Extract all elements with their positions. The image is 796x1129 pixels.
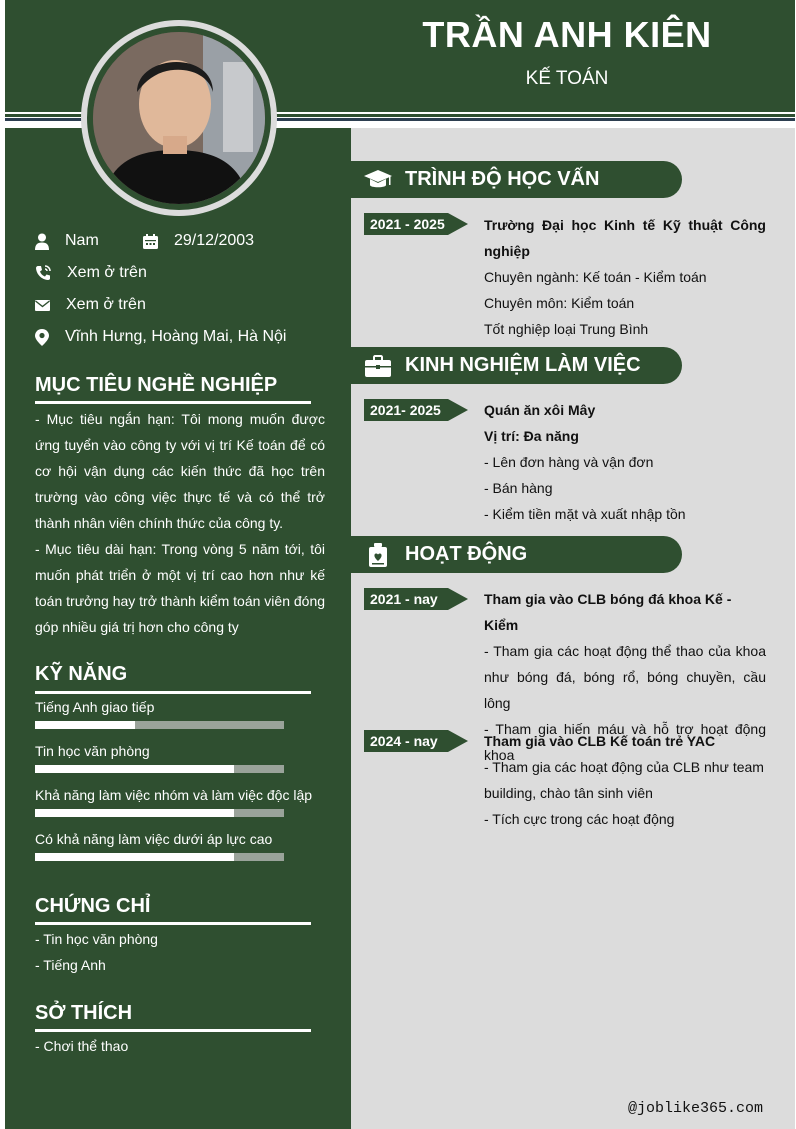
activity-line: - Tích cực trong các hoạt động [484,811,675,827]
skills-title: KỸ NĂNG [35,663,128,685]
skill-item [35,743,325,759]
address-value: Vĩnh Hưng, Hoàng Mai, Hà Nội [65,328,287,345]
badge-icon [369,543,387,567]
job-title: KẾ TOÁN [525,68,609,89]
certificate-item: - Tiếng Anh [35,957,106,973]
experience-date: 2021- 2025 [364,399,448,421]
person-icon [35,233,49,250]
experience-entry [484,397,766,527]
activity-line: - Tham gia các hoạt động thể thao của khoa như bóng đá, bóng rổ, bóng chuyền, cầu lông [484,643,766,711]
watermark: @joblike365.com [627,1100,763,1117]
objective-long-term: - Mục tiêu dài hạn: Trong vòng 5 năm tới, tôi muốn phát triển ở một vị trí cao hơn như kế toán trưởng hay trở thành kiểm toán viên đóng góp nhiều giá trị hơn cho công ty [35,541,326,635]
skills-rule [35,691,311,694]
hobby-item: - Chơi thể thao [35,1038,129,1054]
candidate-name: TRẦN ANH KIÊN [422,14,712,55]
hobbies-title: SỞ THÍCH [35,1002,133,1024]
calendar-icon [143,234,158,249]
skill-item [35,699,325,715]
activities-header [351,536,682,573]
skill-bar-fill [35,721,135,729]
education-line: Tốt nghiệp loại Trung Bình [484,321,649,337]
avatar-frame [87,26,271,210]
objective-rule [35,401,311,404]
activity-date: 2024 - nay [364,730,448,752]
activity-line: - Tham gia hiến máu và hỗ trợ hoạt động khoa [484,721,766,763]
skill-bar-fill [35,853,234,861]
education-entry [484,212,766,342]
activity-entry [484,728,766,832]
experience-title: KINH NGHIỆM LÀM VIỆC [405,354,641,376]
email-icon [35,299,50,312]
activity-date-tag [364,730,468,752]
skill-name: Tin học văn phòng [35,743,150,759]
school-name: Trường Đại học Kinh tế Kỹ thuật Công nghiệp [484,217,766,259]
avatar-photo [93,32,265,204]
skill-name: Có khả năng làm việc dưới áp lực cao [35,831,273,847]
education-line: Chuyên môn: Kiểm toán [484,295,635,311]
address-row [35,328,286,346]
cv-page [5,0,795,1129]
sidebar [5,128,351,1129]
phone-value: Xem ở trên [67,264,147,281]
activity-date-tag [364,588,468,610]
briefcase-icon [365,355,391,377]
avatar [81,20,277,216]
gender-row [35,232,99,250]
position: Vị trí: Đa năng [484,428,579,444]
activity-org: Tham gia vào CLB bóng đá khoa Kế - Kiểm [484,591,732,633]
objective-title: MỤC TIÊU NGHỀ NGHIỆP [35,374,278,396]
graduation-cap-icon [364,169,392,191]
skill-bar-fill [35,809,234,817]
hobbies-rule [35,1029,311,1032]
main-content [351,128,795,1129]
email-row [35,296,146,314]
company-name: Quán ăn xôi Mây [484,402,596,418]
skill-name: Tiếng Anh giao tiếp [35,699,155,715]
experience-line: - Bán hàng [484,480,553,496]
education-header [351,161,682,198]
skill-bar-fill [35,765,234,773]
location-pin-icon [35,329,49,346]
activities-title: HOẠT ĐỘNG [405,543,528,565]
phone-icon [35,265,51,281]
skill-name: Khả năng làm việc nhóm và làm việc độc lập [35,787,313,803]
objective-short-term: - Mục tiêu ngắn hạn: Tôi mong muốn được ứng tuyển vào công ty với vị trí Kế toán để có cơ hội vận dụng các kiến thức đã học trên trường vào công việc thực tế và có thể trở thành nhân viên chính thức của công ty. [35,411,325,531]
education-date: 2021 - 2025 [364,213,448,235]
experience-line: - Kiểm tiền mặt và xuất nhập tồn [484,506,686,522]
portrait-illustration [93,32,265,204]
skill-item [35,787,325,803]
activity-org: Tham gia vào CLB Kế toán trẻ YAC [484,733,716,749]
experience-header [351,347,682,384]
education-line: Chuyên ngành: Kế toán - Kiểm toán [484,269,707,285]
certificates-title: CHỨNG CHỈ [35,895,151,917]
certificates-rule [35,922,311,925]
skill-bar [35,809,284,817]
skill-item [35,831,325,847]
skill-bar [35,765,284,773]
certificate-item: - Tin học văn phòng [35,931,158,947]
skill-bar [35,853,284,861]
education-title: TRÌNH ĐỘ HỌC VẤN [405,168,600,190]
activity-date: 2021 - nay [364,588,448,610]
skill-bar [35,721,284,729]
phone-row [35,264,147,282]
education-date-tag [364,213,468,235]
email-value: Xem ở trên [66,296,146,313]
experience-date-tag [364,399,468,421]
birthday-value: 29/12/2003 [174,232,255,249]
gender-value: Nam [65,232,99,249]
birthday-row [143,232,254,250]
activity-line: - Tham gia các hoạt động của CLB như team building, chào tân sinh viên [484,759,764,801]
experience-line: - Lên đơn hàng và vận đơn [484,454,654,470]
